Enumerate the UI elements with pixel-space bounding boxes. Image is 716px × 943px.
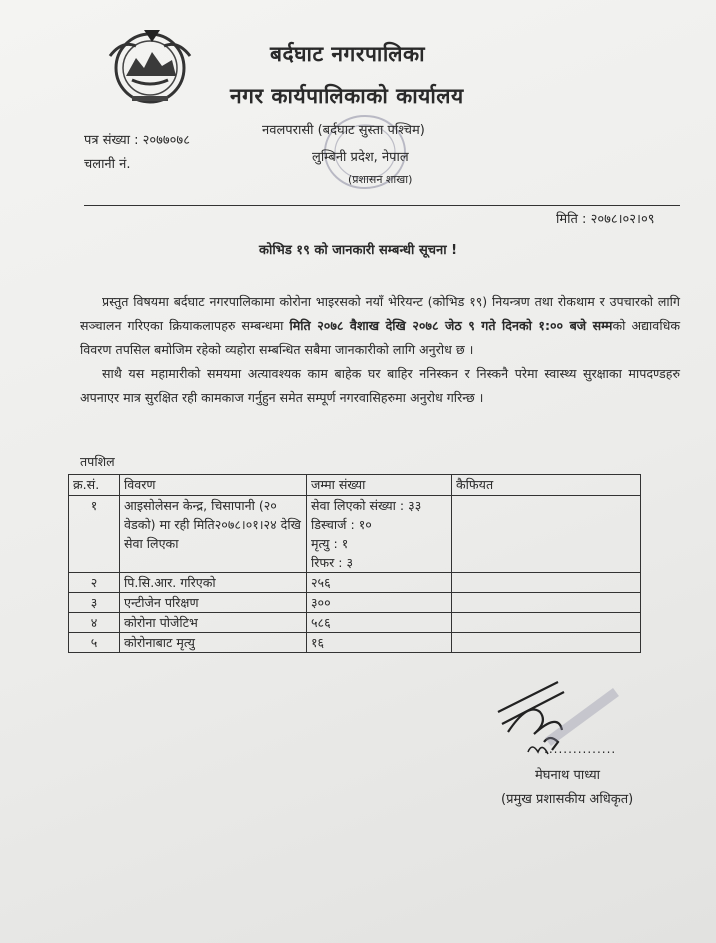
address-line-1: नवलपरासी (बर्दघाट सुस्ता पश्चिम) bbox=[262, 123, 425, 138]
header-divider bbox=[84, 205, 680, 206]
letter-date: मिति : २०७८।०२।०९ bbox=[556, 212, 655, 227]
table-row bbox=[69, 573, 641, 593]
row-description: आइसोलेसन केन्द्र, चिसापानी (२० वेडको) मा रही मिति२०७८।०१।२४ देखि सेवा लिएका bbox=[120, 496, 307, 573]
handwritten-signature bbox=[488, 672, 628, 772]
municipality-name: बर्दघाट नगरपालिका bbox=[270, 42, 426, 66]
signature-line: ............... bbox=[544, 742, 617, 756]
address-line-3: (प्रशासन शाखा) bbox=[348, 173, 413, 186]
letter-reference-number: पत्र संख्या : २०७७०७८ bbox=[84, 133, 190, 148]
row-remark bbox=[452, 573, 641, 593]
header-remarks: कैफियत bbox=[452, 475, 641, 496]
details-label: तपशिल bbox=[80, 454, 115, 469]
row-sn: ३ bbox=[69, 593, 120, 613]
row-remark bbox=[452, 633, 641, 653]
signatory-designation: (प्रमुख प्रशासकीय अधिकृत) bbox=[501, 792, 634, 807]
office-name: नगर कार्यपालिकाको कार्यालय bbox=[230, 84, 464, 108]
table-row bbox=[69, 633, 641, 653]
paragraph-1-text-a: प्रस्तुत विषयमा बर्दघाट नगरपालिकामा कोरोना भाइरसको नयाँ भेरियन्ट (कोभिड १९) नियन्त्रण तथा रोकथाम र उपचारको लागि सञ्चालन गरिएका क्रियाकलापहरु सम्बन्धमा bbox=[80, 294, 680, 333]
row-description: कोरोनाबाट मृत्यु bbox=[120, 633, 307, 653]
row-count: ३०० bbox=[307, 593, 452, 613]
paragraph-2: साथै यस महामारीको समयमा अत्यावश्यक काम बाहेक घर बाहिर ननिस्कन र निस्कनै परेमा स्वास्थ्य सुरक्षाका मापदण्डहरु अपनाएर मात्र सुरक्षित रही कामकाज गर्नुहुन समेत सम्पूर्ण नगरवासिहरुमा अनुरोध गरिन्छ । bbox=[80, 366, 680, 405]
paragraph-1 bbox=[80, 290, 680, 362]
count-line: सेवा लिएको संख्या : ३३ bbox=[311, 498, 422, 513]
row-description: कोरोना पोजेटिभ bbox=[120, 613, 307, 633]
table-row bbox=[69, 496, 641, 573]
header-count: जम्मा संख्या bbox=[307, 475, 452, 496]
address-line-2: लुम्बिनी प्रदेश, नेपाल bbox=[312, 150, 409, 165]
covid-details-table bbox=[68, 474, 641, 653]
notice-body bbox=[80, 290, 680, 410]
table-row bbox=[69, 593, 641, 613]
count-line: मृत्यु : १ bbox=[311, 536, 349, 551]
row-remark bbox=[452, 496, 641, 573]
count-line: रिफर : ३ bbox=[311, 555, 354, 570]
row-remark bbox=[452, 613, 641, 633]
table-row bbox=[69, 613, 641, 633]
row-count: १६ bbox=[307, 633, 452, 653]
paragraph-1-bold: मिति २०७८ वैशाख देखि २०७८ जेठ ९ गते दिनको १:०० बजे सम्म bbox=[289, 318, 613, 333]
nepal-government-emblem bbox=[102, 26, 202, 106]
header-sn: क्र.सं. bbox=[69, 475, 120, 496]
row-sn: २ bbox=[69, 573, 120, 593]
paragraph-1-text-b: को अद्यावधिक विवरण तपसिल बमोजिम रहेको व्यहोरा सम्बन्धित सबैमा जानकारीको लागि अनुरोध छ । bbox=[80, 318, 680, 357]
dispatch-number: चलानी नं. bbox=[84, 157, 131, 172]
count-line: डिस्चार्ज : १० bbox=[311, 517, 372, 532]
notice-subject: कोभिड १९ को जानकारी सम्बन्धी सूचना ! bbox=[258, 243, 458, 258]
row-sn: ४ bbox=[69, 613, 120, 633]
row-count bbox=[307, 496, 452, 573]
row-sn: ५ bbox=[69, 633, 120, 653]
row-description: एन्टीजेन परिक्षण bbox=[120, 593, 307, 613]
row-remark bbox=[452, 593, 641, 613]
row-count: ५८६ bbox=[307, 613, 452, 633]
row-count: २५६ bbox=[307, 573, 452, 593]
row-sn: १ bbox=[69, 496, 120, 573]
row-description: पि.सि.आर. गरिएको bbox=[120, 573, 307, 593]
table-header-row bbox=[69, 475, 641, 496]
header-description: विवरण bbox=[120, 475, 307, 496]
signatory-name: मेघनाथ पाध्या bbox=[535, 768, 601, 783]
